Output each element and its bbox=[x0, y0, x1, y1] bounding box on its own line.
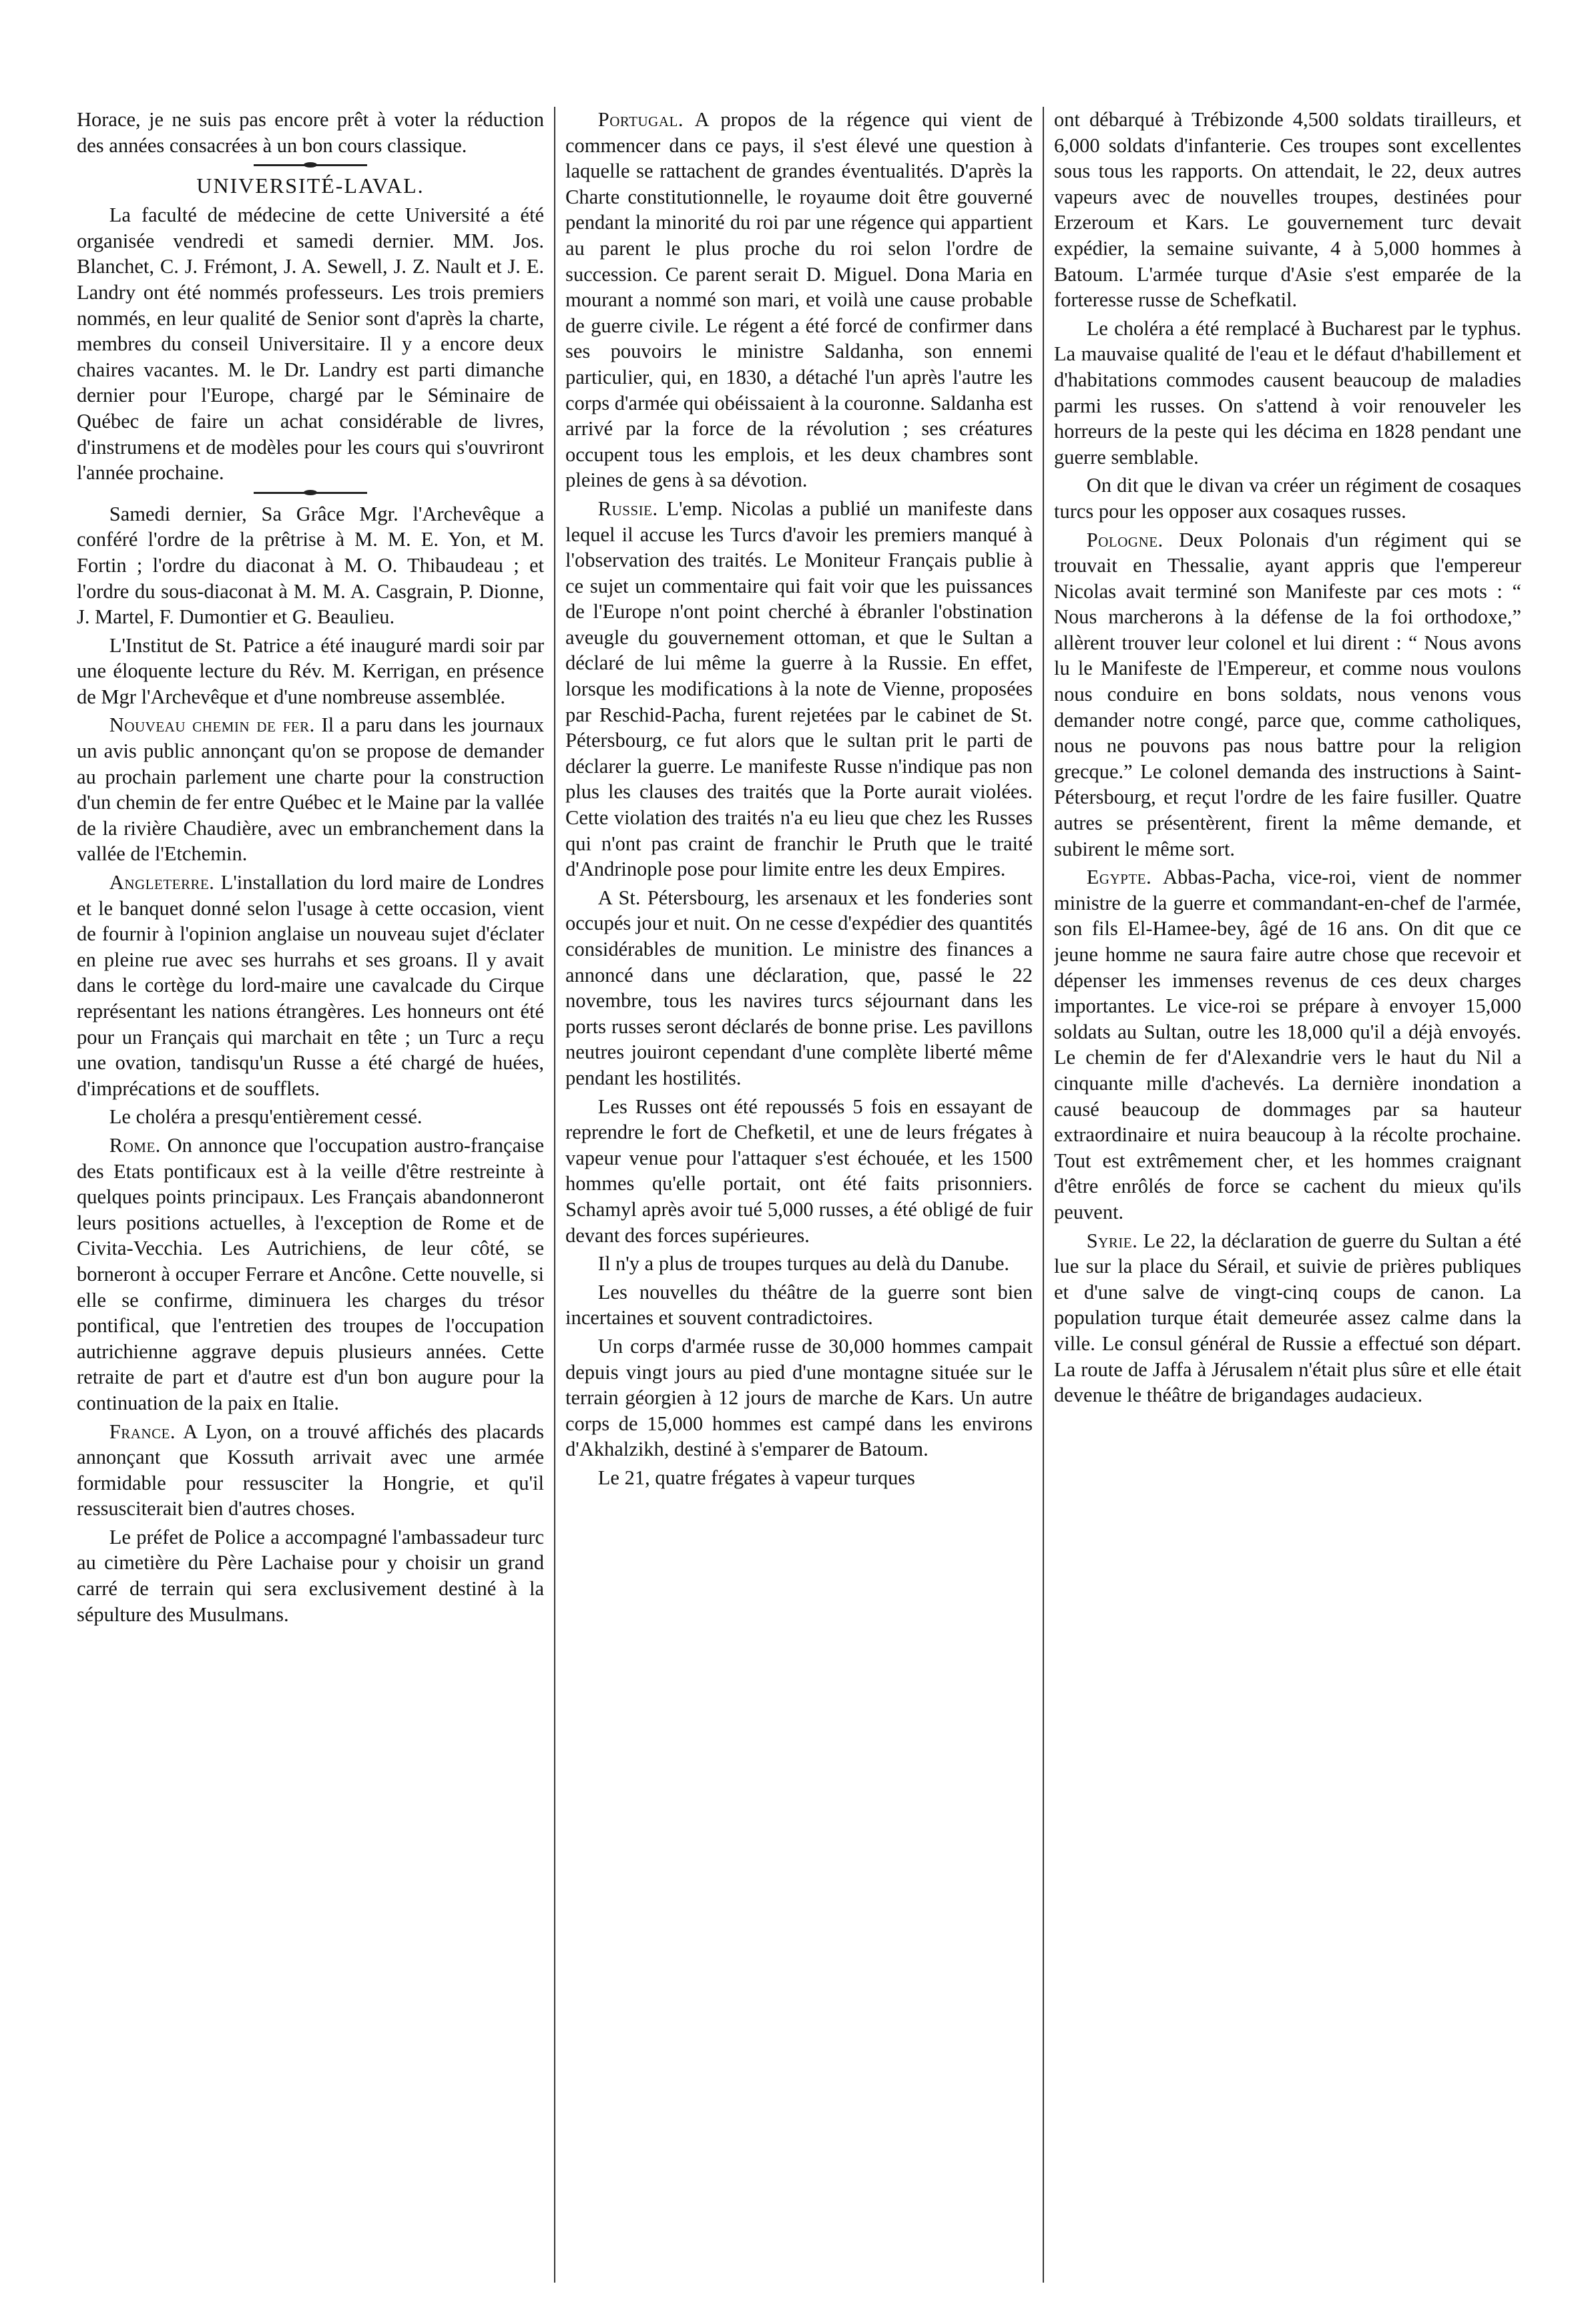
column-3 bbox=[1054, 107, 1521, 2283]
article-paragraph bbox=[565, 885, 1033, 1091]
paragraph-text: La faculté de médecine de cette Université a été organisée vendredi et samedi dernier. MM. Jos. Blanchet, C. J. Frémont, J. A. Sewell, J. Z. Nault et J. E. Landry ont été nommés professeurs. Les trois premiers nommés, en leur qualité de Senior sont d'après la charte, membres du conseil Universitaire. Il y a encore deux chaires vacantes. M. le Dr. Landry est parti dimanche dernier pour l'Europe, chargé par le Séminaire de Québec de faire un achat considérable de livres, d'instrumens et de modèles pour les cours qui s'ouvriront l'année prochaine. bbox=[77, 204, 544, 485]
dateline-label: Portugal. bbox=[597, 108, 684, 131]
article-paragraph bbox=[77, 1419, 544, 1522]
article-paragraph bbox=[565, 1334, 1033, 1462]
paragraph-text: A propos de la régence qui vient de commencer dans ce pays, il s'est élevé une question à laquelle se rattachent de grandes éventualités. D'après la Charte constitutionnelle, le royaume doit être gouverné pendant la minorité du roi par une régence qui appartient au parent le plus proche du roi selon l'ordre de succession. Ce parent serait D. Miguel. Dona Maria en mourant a nommé son mari, et voilà une cause probable de guerre civile. Le régent a été forcé de confirmer dans ses pouvoirs le ministre Saldanha, son ennemi particulier, qui, en 1830, a détaché l'un après l'autre les corps d'armée qui obéissaient à la couronne. Saldanha est arrivé par la force de la révolution ; ses créatures occupent tous les emplois, et les deux chambres sont pleines de gens à sa dévotion. bbox=[565, 108, 1033, 492]
article-paragraph bbox=[77, 870, 544, 1101]
article-paragraph bbox=[1054, 527, 1521, 862]
article-paragraph bbox=[565, 496, 1033, 882]
article-paragraph bbox=[565, 1279, 1033, 1331]
column-1 bbox=[77, 107, 544, 2283]
article-paragraph bbox=[77, 633, 544, 710]
article-paragraph bbox=[1054, 1228, 1521, 1408]
column-2 bbox=[565, 107, 1033, 2283]
article-paragraph bbox=[77, 1524, 544, 1627]
dateline-label: Rome. bbox=[109, 1133, 161, 1157]
article-paragraph bbox=[565, 1465, 1033, 1491]
section-divider bbox=[254, 492, 367, 494]
paragraph-text: L'emp. Nicolas a publié un manifeste dans lequel il accuse les Turcs d'avoir les premiers manqué à l'observation des traités. Le Moniteur Français publie à ce sujet un commentaire qui fait voir que les puissances de l'Europe n'ont point cherché à ébranler l'obstination aveugle du gouvernement ottoman, et que le Sultan a déclaré de lui même la guerre à la Russie. En effet, lorsque les modifications à la note de Vienne, proposées par Reschid-Pacha, furent rejetées par le cabinet de St. Pétersbourg, ce fut alors que le sultan prit le parti de déclarer la guerre. Le manifeste Russe n'indique pas non plus les clauses des traités que la Porte aurait violées. Cette violation des traités n'a eu lieu que chez les Russes qui n'ont pas craint de franchir le Pruth que le traité d'Andrinople pose pour limite entre les deux Empires. bbox=[565, 497, 1033, 881]
article-paragraph bbox=[77, 1133, 544, 1416]
columns bbox=[77, 107, 1548, 2283]
dateline-label: Egypte. bbox=[1086, 866, 1152, 889]
paragraph-text: Les nouvelles du théâtre de la guerre sont bien incertaines et souvent contradictoires. bbox=[565, 1280, 1033, 1330]
article-paragraph bbox=[77, 1104, 544, 1130]
article-paragraph bbox=[77, 712, 544, 867]
paragraph-text: Un corps d'armée russe de 30,000 hommes campait depuis vingt jours au pied d'une montagne située sur le terrain géorgien à 12 jours de marche de Kars. Un autre corps de 15,000 hommes est campé dans les environs d'Akhalzikh, destiné à s'emparer de Batoum. bbox=[565, 1334, 1033, 1461]
paragraph-text: On dit que le divan va créer un régiment de cosaques turcs pour les opposer aux cosaques russes. bbox=[1054, 474, 1521, 523]
paragraph-text: Horace, je ne suis pas encore prêt à voter la réduction des années consacrées à un bon cours classique. bbox=[77, 108, 544, 157]
paragraph-text: Le préfet de Police a accompagné l'ambassadeur turc au cimetière du Père Lachaise pour y choisir un grand carré de terrain qui sera exclusivement destiné à la sépulture des Musulmans. bbox=[77, 1525, 544, 1626]
article-paragraph bbox=[565, 1094, 1033, 1249]
paragraph-text: L'installation du lord maire de Londres et le banquet donné selon l'usage à cette occasion, vient de fournir à l'opinion anglaise un nouveau sujet d'éclater en pleine rue avec ses hurrahs et ses groans. Il y avait dans le cortège du lord-maire une cavalcade du Cirque représentant les nations étrangères. Les honneurs ont été pour un Français qui marchait en tête ; un Turc a reçu une ovation, tandisqu'un Russe a été chargé de huées, d'imprécations et de soufflets. bbox=[77, 871, 544, 1100]
paragraph-text: Abbas-Pacha, vice-roi, vient de nommer ministre de la guerre et commandant-en-chef de l'armée, son fils El-Hamee-bey, âgé de 16 ans. On dit que ce jeune homme ne saura faire autre chose que recevoir et dépenser les immenses revenus de ces deux charges importantes. Le vice-roi se prépare à envoyer 15,000 soldats au Sultan, outre les 18,000 qu'il a déjà envoyés. Le chemin de fer d'Alexandrie vers le haut du Nil a cinquante mille d'achevés. La dernière inondation a causé beaucoup de dommages par sa hauteur extraordinaire et nuira beaucoup à la récolte prochaine. Tout est extrêmement cher, et les hommes craignant d'être enrôlés de force se cachent du mieux qu'ils peuvent. bbox=[1054, 866, 1521, 1223]
paragraph-text: Le 22, la déclaration de guerre du Sultan a été lue sur la place du Sérail, et suivie de prières publiques et d'une salve de vingt-cinq coups de canon. La population turque était demeurée assez calme dans la ville. Le consul général de Russie a effectué son départ. La route de Jaffa à Jérusalem n'était plus sûre et elle était devenue le théâtre de brigandages audacieux. bbox=[1054, 1229, 1521, 1407]
article-paragraph bbox=[565, 107, 1033, 493]
article-paragraph bbox=[77, 107, 544, 158]
section-heading: UNIVERSITÉ-LAVAL. bbox=[196, 174, 425, 198]
dateline-label: Pologne. bbox=[1086, 528, 1163, 551]
article-paragraph bbox=[1054, 316, 1521, 471]
paragraph-text: A Lyon, on a trouvé affichés des placards annonçant que Kossuth arrivait avec une armée formidable pour ressusciter la Hongrie, et qu'il ressusciterait bien d'autres choses. bbox=[77, 1420, 544, 1520]
paragraph-text: Le choléra a été remplacé à Bucharest par le typhus. La mauvaise qualité de l'eau et le défaut d'habillement et d'habitations commodes causent beaucoup de maladies parmi les russes. On s'attend à voir renouveler les horreurs de la peste qui les décima en 1828 pendant une guerre semblable. bbox=[1054, 316, 1521, 469]
dateline-label: Angleterre. bbox=[109, 871, 215, 894]
paragraph-text: A St. Pétersbourg, les arsenaux et les fonderies sont occupés jour et nuit. On ne cesse d'expédier des quantités considérables de munition. Le ministre des finances a annoncé dans une déclaration, que, passé le 22 novembre, tous les navires turcs séjournant dans les ports russes seront déclarés de bonne prise. Les pavillons neutres jouiront cependant d'une complète liberté même pendant les hostilités. bbox=[565, 886, 1033, 1089]
heading-ornament bbox=[254, 164, 367, 166]
article-paragraph bbox=[77, 501, 544, 630]
article-paragraph bbox=[1054, 864, 1521, 1225]
paragraph-text: Il n'y a plus de troupes turques au delà du Danube. bbox=[597, 1252, 1009, 1275]
paragraph-text: On annonce que l'occupation austro-française des Etats pontificaux est à la veille d'être restreinte à quelques points principaux. Les Français abandonneront leurs positions actuelles, à l'exception de Rome et de Civita-Vecchia. Les Autrichiens, de leur côté, se borneront à occuper Ferrare et Ancône. Cette nouvelle, si elle se confirme, diminuera les charges du trésor pontifical, que l'entretien des troupes de l'occupation autrichienne aggrave depuis plusieurs années. Cette retraite de part et d'autre est d'un bon augure pour la continuation de la paix en Italie. bbox=[77, 1133, 544, 1414]
dateline-label: France. bbox=[109, 1420, 176, 1443]
paragraph-text: Le choléra a presqu'entièrement cessé. bbox=[109, 1105, 423, 1129]
dateline-label: Syrie. bbox=[1086, 1229, 1138, 1252]
paragraph-text: Le 21, quatre frégates à vapeur turques bbox=[597, 1466, 915, 1489]
paragraph-text: Samedi dernier, Sa Grâce Mgr. l'Archevêque a conféré l'ordre de la prêtrise à M. M. E. Yon, et M. Fortin ; l'ordre du diaconat à M. O. Thibaudeau ; et l'ordre du sous-diaconat à M. M. A. Casgrain, P. Dionne, J. Martel, F. Dumontier et G. Beaulieu. bbox=[77, 502, 544, 629]
column-rule bbox=[1043, 107, 1044, 2283]
article-paragraph bbox=[1054, 473, 1521, 524]
paragraph-text: L'Institut de St. Patrice a été inauguré mardi soir par une éloquente lecture du Rév. M. Kerrigan, en présence de Mgr l'Archevêque et d'une nombreuse assemblée. bbox=[77, 633, 544, 708]
article-paragraph bbox=[565, 1251, 1033, 1277]
dateline-label: Nouveau chemin de fer. bbox=[109, 713, 315, 737]
column-rule bbox=[554, 107, 555, 2283]
paragraph-text: Deux Polonais d'un régiment qui se trouvait en Thessalie, ayant appris que l'empereur Nicolas avait terminé son Manifeste par ces mots : “ Nous marcherons à la défense de la foi orthodoxe,” allèrent trouver leur colonel et lui dirent : “ Nous avons lu le Manifeste de l'Empereur, et comme nous voulons nous conduire en bons soldats, nous venons vous demander notre congé, parce que, comme catholiques, nous ne pouvons pas nous battre pour la religion grecque.” Le colonel demanda des instructions à Saint-Pétersbourg, et reçut l'ordre de les faire fusiller. Quatre autres se présentèrent, firent la même demande, et subirent le même sort. bbox=[1054, 528, 1521, 860]
paragraph-text: ont débarqué à Trébizonde 4,500 soldats tirailleurs, et 6,000 soldats d'infanterie. Ces troupes sont excellentes sous tous les rapports. On attendait, le 22, deux autres vapeurs avec de nouvelles troupes, destinées pour Erzeroum et Kars. Le gouvernement turc devait expédier, la semaine suivante, 4 à 5,000 hommes à Batoum. L'armée turque d'Asie s'est emparée de la forteresse russe de Schefkatil. bbox=[1054, 108, 1521, 312]
article-paragraph bbox=[1054, 107, 1521, 313]
paragraph-text: Les Russes ont été repoussés 5 fois en essayant de reprendre le fort de Chefketil, et une de leurs frégates à vapeur venue pour l'attaquer s'est échouée, et les 1500 hommes qu'elle portait, ont été faits prisonniers. Schamyl après avoir tué 5,000 russes, a été obligé de fuir devant des forces supérieures. bbox=[565, 1095, 1033, 1247]
article-paragraph bbox=[77, 202, 544, 486]
dateline-label: Russie. bbox=[597, 497, 658, 520]
paragraph-text: Il a paru dans les journaux un avis public annonçant qu'on se propose de demander au prochain parlement une charte pour la construction d'un chemin de fer entre Québec et le Maine par la vallée de la rivière Chaudière, avec un embranchement dans la vallée de l'Etchemin. bbox=[77, 713, 544, 866]
